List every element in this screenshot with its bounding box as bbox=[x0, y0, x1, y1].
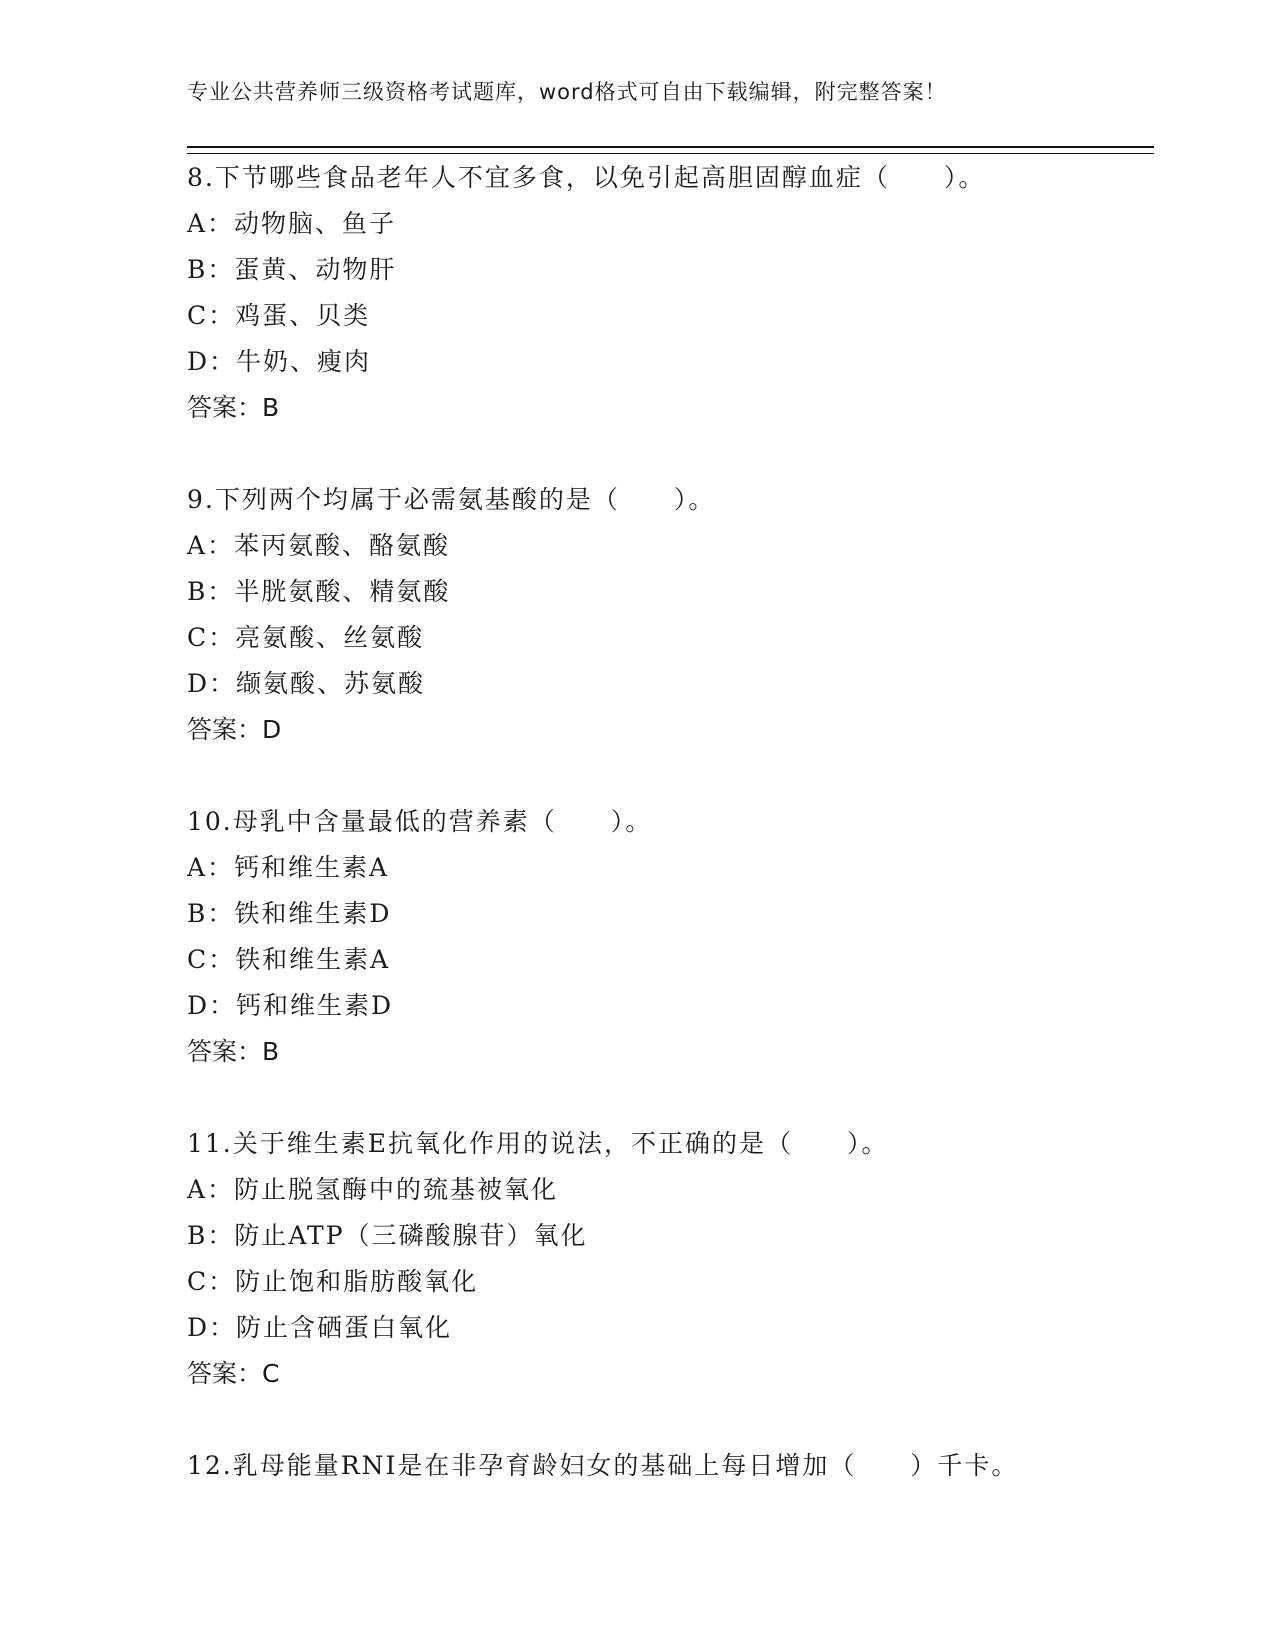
page-header: 专业公共营养师三级资格考试题库，word格式可自由下载编辑，附完整答案！ bbox=[187, 80, 947, 104]
question-stem: 11.关于维生素E抗氧化作用的说法，不正确的是（ ）。 bbox=[187, 1129, 889, 1158]
question-stem: 8.下节哪些食品老年人不宜多食，以免引起高胆固醇血症（ ）。 bbox=[187, 163, 986, 192]
answer-line: 答案：B bbox=[187, 393, 280, 422]
question-8 bbox=[187, 155, 1154, 431]
answer-line: 答案：B bbox=[187, 1037, 280, 1066]
option-c: C：铁和维生素A bbox=[187, 945, 391, 974]
option-d: D：缬氨酸、苏氨酸 bbox=[187, 669, 426, 698]
question-12 bbox=[187, 1443, 1154, 1489]
option-b: B：半胱氨酸、精氨酸 bbox=[187, 577, 451, 606]
option-a: A：苯丙氨酸、酪氨酸 bbox=[187, 531, 451, 560]
answer-line: 答案：C bbox=[187, 1359, 280, 1388]
question-list bbox=[187, 155, 1154, 1535]
option-a: A：钙和维生素A bbox=[187, 853, 390, 882]
option-a: A：防止脱氢酶中的巯基被氧化 bbox=[187, 1175, 559, 1204]
option-c: C：鸡蛋、贝类 bbox=[187, 301, 371, 330]
question-stem: 10.母乳中含量最低的营养素（ ）。 bbox=[187, 807, 653, 836]
question-stem: 9.下列两个均属于必需氨基酸的是（ ）。 bbox=[187, 485, 716, 514]
question-10 bbox=[187, 799, 1154, 1075]
answer-line: 答案：D bbox=[187, 715, 282, 744]
question-9 bbox=[187, 477, 1154, 753]
question-11 bbox=[187, 1121, 1154, 1397]
header-divider bbox=[187, 146, 1154, 154]
option-d: D：牛奶、瘦肉 bbox=[187, 347, 372, 376]
option-d: D：钙和维生素D bbox=[187, 991, 394, 1020]
option-c: C：亮氨酸、丝氨酸 bbox=[187, 623, 425, 652]
option-b: B：铁和维生素D bbox=[187, 899, 392, 928]
question-stem: 12.乳母能量RNI是在非孕育龄妇女的基础上每日增加（ ）千卡。 bbox=[187, 1451, 1019, 1480]
option-c: C：防止饱和脂肪酸氧化 bbox=[187, 1267, 479, 1296]
option-d: D：防止含硒蛋白氧化 bbox=[187, 1313, 453, 1342]
option-a: A：动物脑、鱼子 bbox=[187, 209, 397, 238]
option-b: B：蛋黄、动物肝 bbox=[187, 255, 397, 284]
option-b: B：防止ATP（三磷酸腺苷）氧化 bbox=[187, 1221, 588, 1250]
